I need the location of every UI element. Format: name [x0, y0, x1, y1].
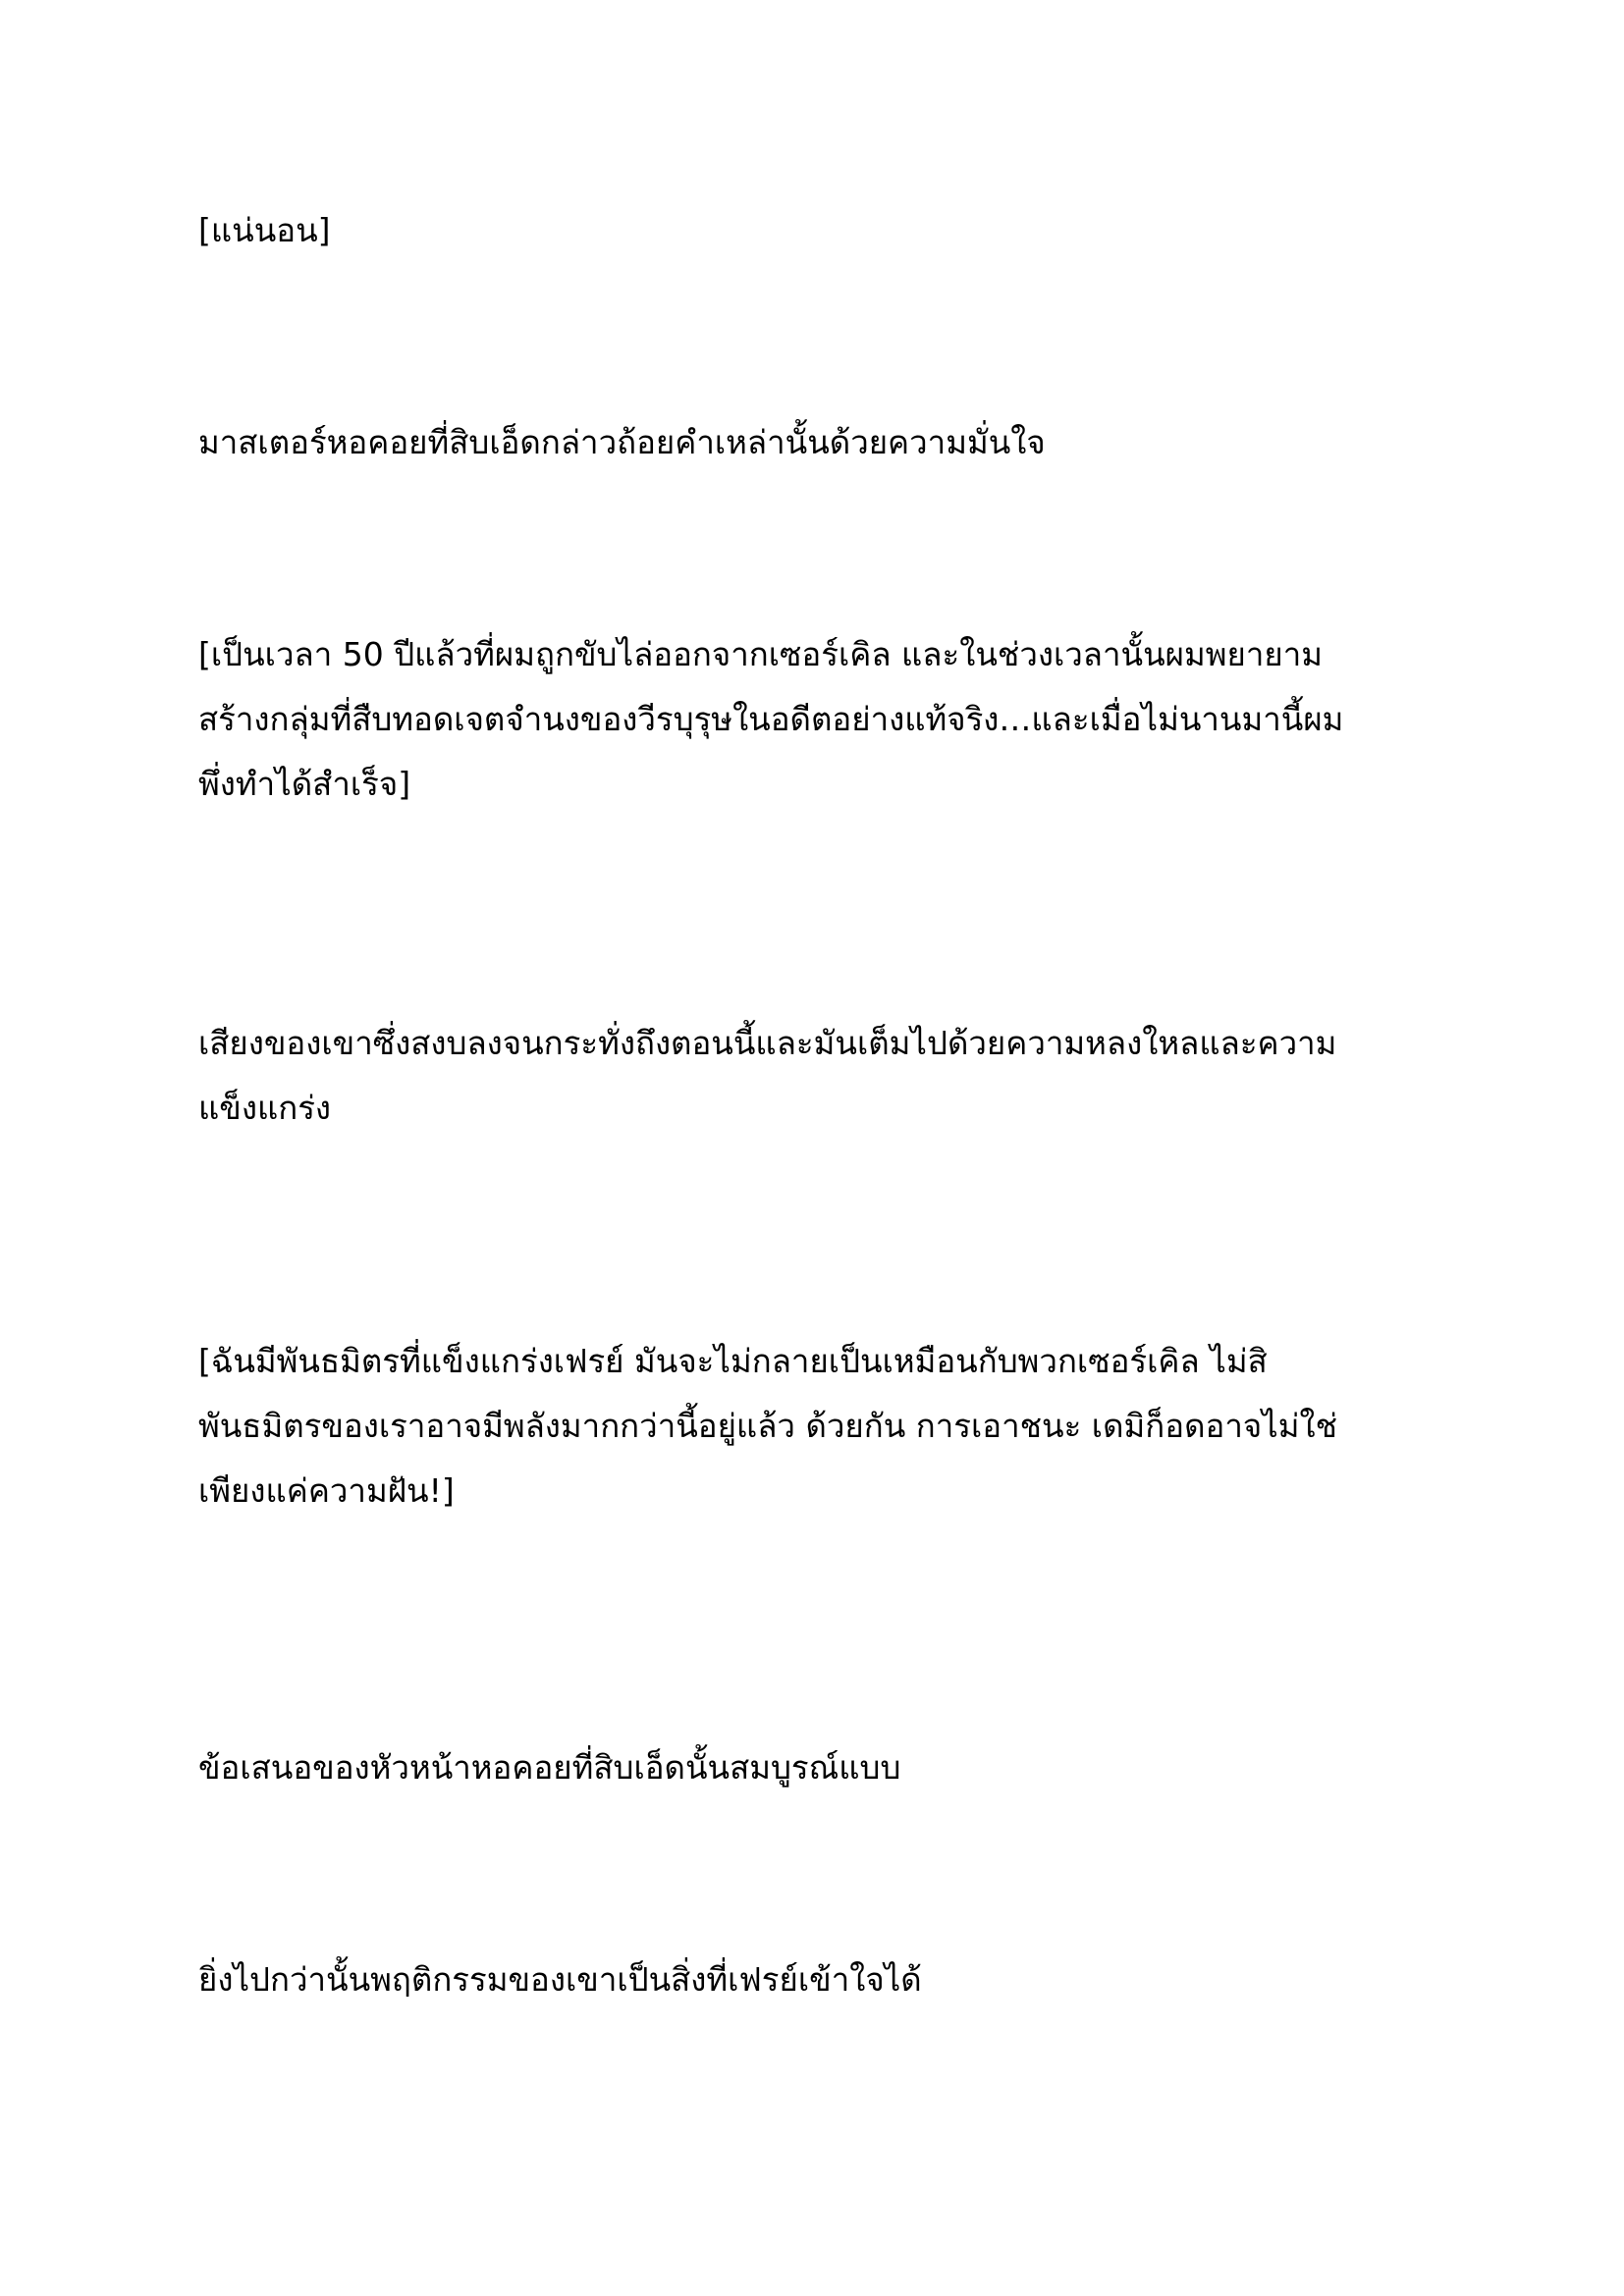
text-line: ยิ่งไปกว่านั้นพฤติกรรมของเขาเป็นสิ่งที่เฟรย์เข้าใจได้ — [198, 1960, 922, 1999]
paragraph-dialogue-alliance — [198, 1329, 1435, 1523]
text-line: [เป็นเวลา 50 ปีแล้วที่ผมถูกขับไล่ออกจากเซอร์เคิล และในช่วงเวลานั้นผมพยายาม — [198, 635, 1323, 673]
text-line: พันธมิตรของเราอาจมีพลังมากกว่านี้อยู่แล้ว ด้วยกัน การเอาชนะ เดมิก็อดอาจไม่ใช่ — [198, 1407, 1338, 1445]
text-line: ข้อเสนอของหัวหน้าหอคอยที่สิบเอ็ดนั้นสมบูรณ์แบบ — [198, 1748, 901, 1787]
text-line: เสียงของเขาซึ่งสงบลงจนกระทั่งถึงตอนนี้และมันเต็มไปด้วยความหลงใหลและความ — [198, 1024, 1337, 1062]
paragraph-narration-voice — [198, 1011, 1435, 1141]
paragraph-certainly — [198, 198, 1435, 263]
text-line: เพียงแค่ความฝัน!] — [198, 1471, 455, 1510]
paragraph-narration-confidence — [198, 410, 1435, 475]
text-line: [ฉันมีพันธมิตรที่แข็งแกร่งเฟรย์ มันจะไม่กลายเป็นเหมือนกับพวกเซอร์เคิล ไม่สิ — [198, 1342, 1268, 1380]
paragraph-narration-behavior — [198, 1948, 1435, 2012]
text-line: สร้างกลุ่มที่สืบทอดเจตจำนงของวีรบุรุษในอดีตอย่างแท้จริง…และเมื่อไม่นานมานี้ผม — [198, 700, 1344, 738]
paragraph-dialogue-fifty-years — [198, 622, 1435, 817]
text-line: พึ่งทำได้สำเร็จ] — [198, 765, 411, 803]
text-line: [แน่นอน] — [198, 211, 331, 249]
text-line: มาสเตอร์หอคอยที่สิบเอ็ดกล่าวถ้อยคำเหล่านั้นด้วยความมั่นใจ — [198, 423, 1046, 461]
text-line: แข็งแกร่ง — [198, 1089, 332, 1127]
paragraph-narration-offer — [198, 1735, 1435, 1800]
